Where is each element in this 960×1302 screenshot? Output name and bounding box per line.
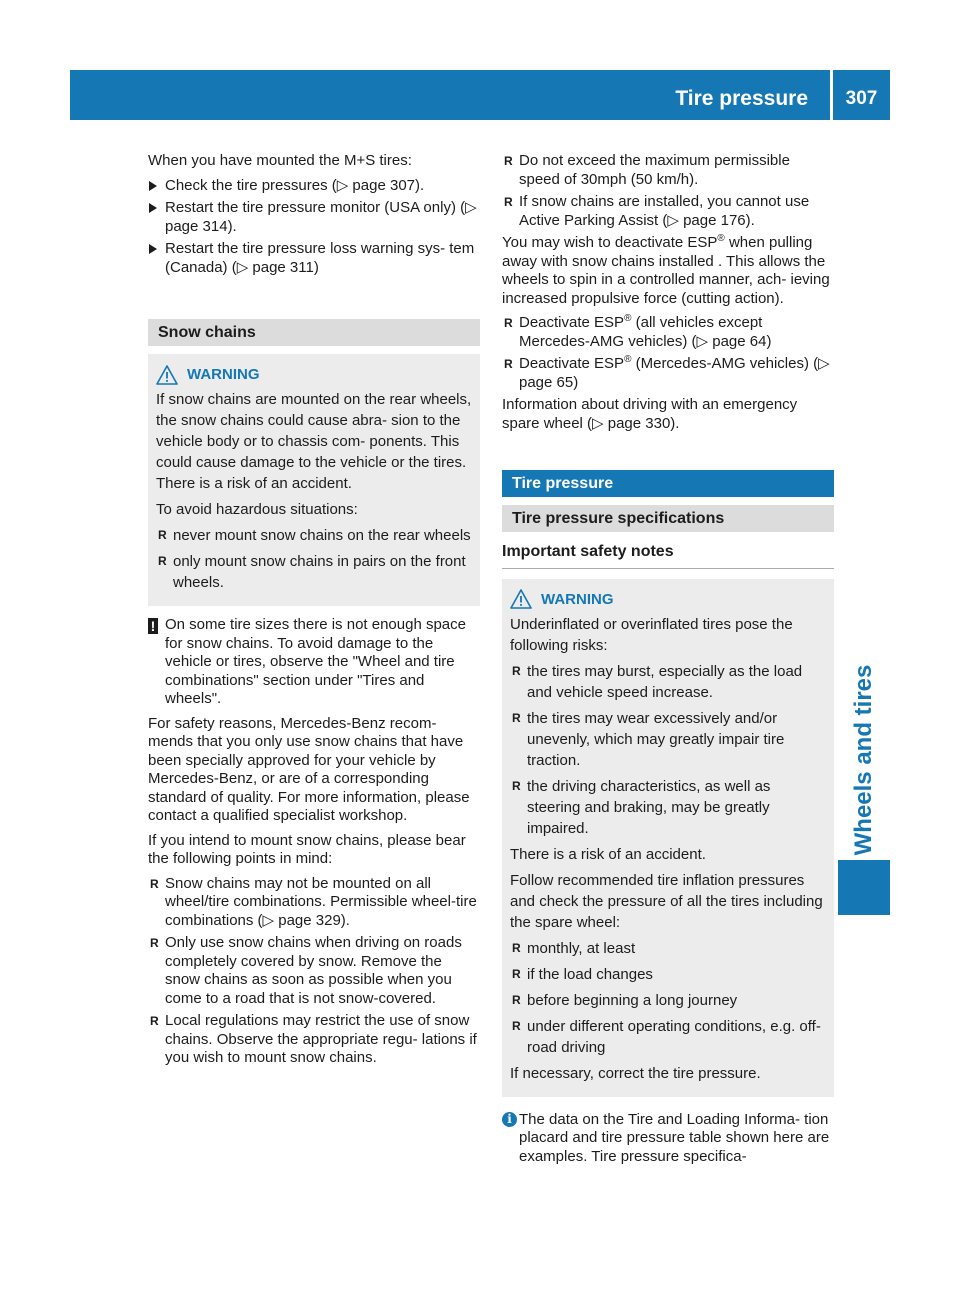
warning-bullet: R the tires may wear excessively and/or unevenly, which may greatly impair tire traction. (510, 708, 826, 771)
step-item: Restart the tire pressure loss warning sys- tem (Canada) (▷ page 311) (148, 240, 480, 277)
body-paragraph: If you intend to mount snow chains, please bear the following points in mind: (148, 831, 466, 867)
right-column (502, 152, 834, 1172)
list-item: R If snow chains are installed, you cannot use Active Parking Assist (▷ page 176). (502, 193, 834, 230)
list-item: R Deactivate ESP® (all vehicles except Mercedes-AMG vehicles) (▷ page 64) (502, 314, 834, 351)
warning-title (156, 364, 472, 385)
list-item: R Snow chains may not be mounted on all wheel/tire combinations. Permissible wheel-tire combinations (▷ page 329). (148, 875, 480, 931)
warning-text: If necessary, correct the tire pressure. (510, 1064, 761, 1082)
info-note (502, 1111, 834, 1167)
section-heading-snow-chains: Snow chains (148, 319, 480, 346)
body-paragraph: For safety reasons, Mercedes-Benz recom- mends that you only use snow chains that have been specially approved for your vehicle by Mercedes-Benz, or are of a corresponding standard of quality. For more information, please contact a qualified specialist workshop. (148, 714, 470, 824)
warning-bullet: R if the load changes (510, 964, 826, 985)
header-bar (70, 70, 890, 120)
warning-box (502, 579, 834, 1097)
page-title: Tire pressure (675, 87, 808, 110)
step-item: Restart the tire pressure monitor (USA only) (▷ page 314). (148, 199, 480, 236)
warning-title-text: WARNING (187, 366, 260, 383)
section-heading-tire-pressure: Tire pressure (502, 470, 834, 497)
registered-mark: ® (624, 354, 632, 365)
list-item: R Local regulations may restrict the use of snow chains. Observe the appropriate regu- lations if you wish to mount snow chains. (148, 1012, 480, 1068)
warning-bullet: R under different operating conditions, e.g. off-road driving (510, 1016, 826, 1058)
warning-triangle-icon (156, 365, 178, 385)
list-item: R Deactivate ESP® (Mercedes-AMG vehicles) (▷ page 65) (502, 355, 834, 392)
warning-bullet: R the driving characteristics, as well as steering and braking, may be greatly impaired. (510, 776, 826, 839)
info-note-text: The data on the Tire and Loading Informa- tion placard and tire pressure table shown here are examples. Tire pressure specifica- (519, 1110, 830, 1165)
registered-mark: ® (624, 313, 632, 324)
warning-triangle-icon (510, 589, 532, 609)
warning-bullet: R only mount snow chains in pairs on the front wheels. (156, 551, 472, 593)
chapter-tab (838, 645, 890, 875)
warning-bullet: R before beginning a long journey (510, 990, 826, 1011)
list-item: R Only use snow chains when driving on roads completely covered by snow. Remove the snow chains as soon as possible when you come to a road that is not snow-covered. (148, 934, 480, 1008)
warning-bullet: R the tires may burst, especially as the load and vehicle speed increase. (510, 661, 826, 703)
chapter-marker (838, 860, 890, 915)
chapter-tab-label: Wheels and tires (849, 664, 877, 856)
exclamation-icon: ! (148, 618, 158, 634)
warning-title (510, 589, 826, 610)
intro-text: When you have mounted the M+S tires: (148, 152, 412, 169)
warning-text: To avoid hazardous situations: (156, 501, 358, 518)
warning-text: If snow chains are mounted on the rear wheels, the snow chains could cause abra- sion to the vehicle body or to chassis com- ponents. This could cause damage to the vehicle or the tires. There is a risk of an accident. (156, 391, 472, 492)
registered-mark: ® (717, 233, 725, 244)
warning-bullet: R monthly, at least (510, 938, 826, 959)
warning-bullet: R never mount snow chains on the rear wheels (156, 525, 472, 546)
page-number: 307 (845, 88, 878, 109)
warning-text: There is a risk of an accident. (510, 845, 706, 863)
warning-box (148, 354, 480, 606)
body-paragraph: Information about driving with an emergency spare wheel (▷ page 330). (502, 396, 798, 432)
warning-text: Follow recommended tire inflation pressures and check the pressure of all the tires including the spare wheel: (510, 871, 823, 931)
info-icon: i (502, 1112, 517, 1127)
esp-paragraph: You may wish to deactivate ESP® when pulling away with snow chains installed . This allows the wheels to spin in a controlled manner, ach- ieving increased propulsive force (cutting action). (502, 233, 830, 307)
notice (148, 616, 480, 709)
left-column (148, 152, 480, 1072)
list-item: R Do not exceed the maximum permissible speed of 30mph (50 km/h). (502, 152, 834, 189)
step-item: Check the tire pressures (▷ page 307). (148, 177, 480, 196)
section-heading-specifications: Tire pressure specifications (502, 505, 834, 532)
warning-text: Underinflated or overinflated tires pose the following risks: (510, 615, 793, 654)
warning-title-text: WARNING (541, 590, 614, 608)
sub-heading-safety-notes: Important safety notes (502, 543, 834, 569)
notice-text: On some tire sizes there is not enough space for snow chains. To avoid damage to the vehicle or tires, observe the "Wheel and tire combinations" section under "Tires and wheels". (165, 616, 466, 707)
